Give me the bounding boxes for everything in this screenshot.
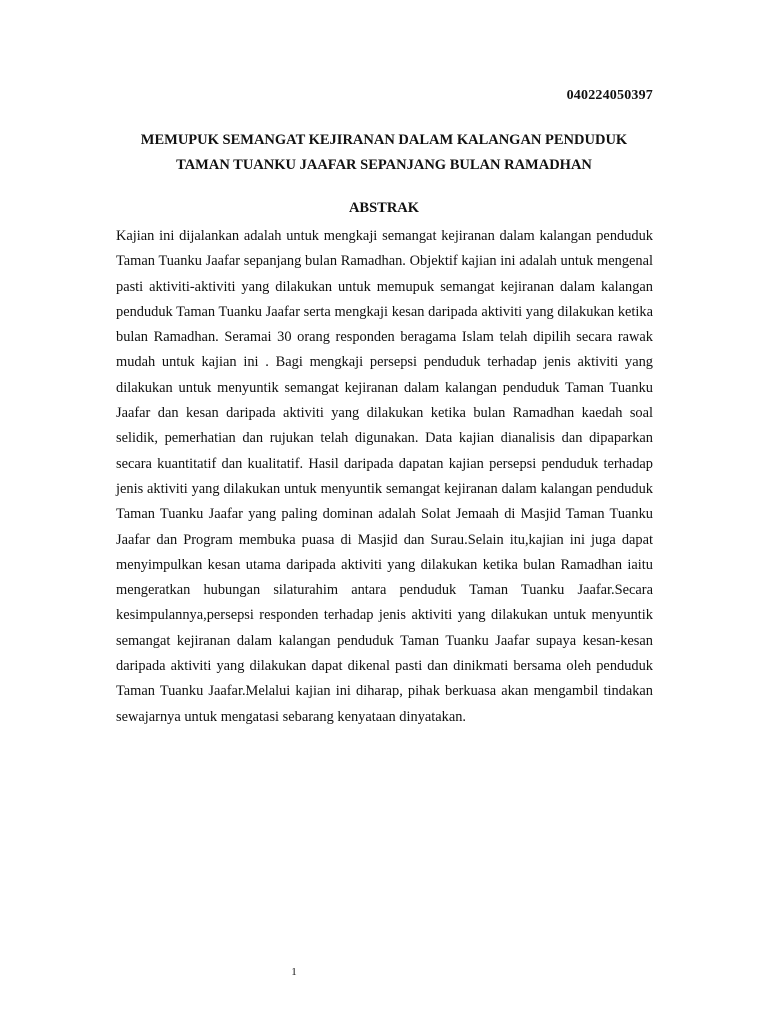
abstract-paragraph: Kajian ini dijalankan adalah untuk mengkaji semangat kejiranan dalam kalangan penduduk Taman Tuanku Jaafar sepanjang bulan Ramadhan. Objektif kajian ini adalah untuk mengenal pasti aktiviti-aktiviti yang dilakukan untuk memupuk semangat kejiranan dalam kalangan penduduk Taman Tuanku Jaafar serta mengkaji kesan daripada aktiviti yang dilakukan ketika bulan Ramadhan. Seramai 30 orang responden beragama Islam telah dipilih secara rawak mudah untuk kajian ini . Bagi mengkaji persepsi penduduk terhadap jenis aktiviti yang dilakukan untuk menyuntik semangat kejiranan dalam kalangan penduduk Taman Tuanku Jaafar dan kesan daripada aktiviti yang dilakukan ketika bulan Ramadhan kaedah soal selidik, pemerhatian dan rujukan telah digunakan. Data kajian dianalisis dan dipaparkan secara kuantitatif dan kualitatif. Hasil daripada dapatan kajian persepsi penduduk terhadap jenis aktiviti yang dilakukan untuk menyuntik semangat kejiranan dalam kalangan penduduk Taman Tuanku Jaafar yang paling dominan adalah Solat Jemaah di Masjid Taman Tuanku Jaafar dan Program membuka puasa di Masjid dan Surau.Selain itu,kajian ini juga dapat menyimpulkan kesan utama daripada aktiviti yang dilakukan ketika bulan Ramadhan iaitu mengeratkan hubungan silaturahim antara penduduk Taman Tuanku Jaafar.Secara kesimpulannya,persepsi responden terhadap jenis aktiviti yang dilakukan untuk menyuntik semangat kejiranan dalam kalangan penduduk Taman Tuanku Jaafar supaya kesan-kesan daripada aktiviti yang dilakukan dapat dikenal pasti dan dinikmati bersama oleh penduduk Taman Tuanku Jaafar.Melalui kajian ini diharap, pihak berkuasa akan mengambil tindakan sewajarnya untuk mengatasi sebarang kenyataan dinyatakan. — [116, 228, 653, 725]
document-id-number: 040224050397 — [566, 88, 653, 103]
abstract-heading: ABSTRAK — [348, 200, 420, 216]
document-title — [100, 128, 668, 178]
title-line-1: MEMUPUK SEMANGAT KEJIRANAN DALAM KALANGAN PENDUDUK — [140, 132, 628, 148]
page-number: 1 — [291, 966, 297, 978]
title-line-2: TAMAN TUANKU JAAFAR SEPANJANG BULAN RAMADHAN — [176, 157, 592, 173]
